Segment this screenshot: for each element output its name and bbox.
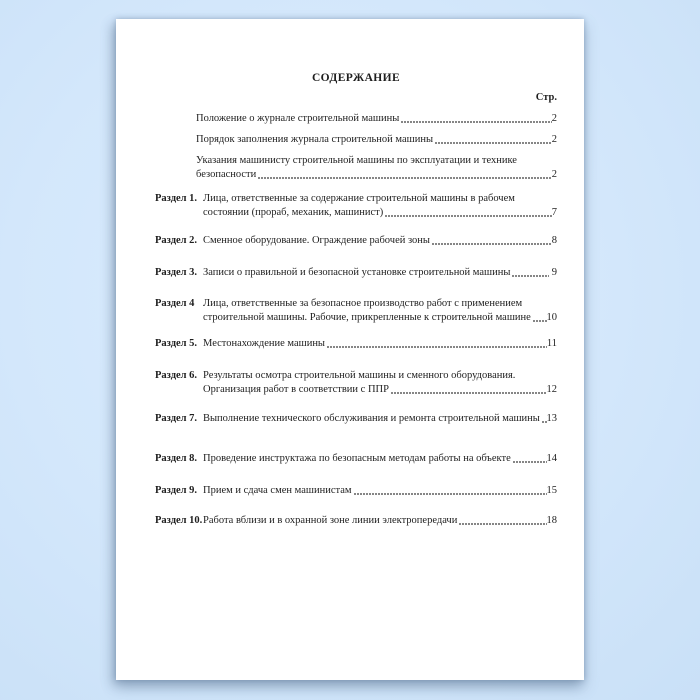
dot-leader xyxy=(533,319,547,323)
toc-entry-text: Работа вблизи и в охранной зоне линии электропередачи xyxy=(203,515,458,526)
toc-item xyxy=(196,133,557,147)
toc-item-content xyxy=(203,234,557,248)
toc-item-content xyxy=(196,133,557,147)
toc-entry-lastline xyxy=(203,311,557,325)
dot-leader xyxy=(435,141,552,145)
toc-section-label: Раздел 9. xyxy=(155,485,198,496)
toc-entry-text: Результаты осмотра строительной машины и сменного оборудования. xyxy=(203,370,516,381)
toc-item xyxy=(155,192,557,220)
toc-entry-lastline xyxy=(203,337,557,351)
toc-section-label: Раздел 7. xyxy=(155,413,198,424)
page-number: 2 xyxy=(551,113,557,124)
toc-entry-text: безопасности xyxy=(196,169,257,180)
toc-section-label: Раздел 4 xyxy=(155,298,195,309)
toc-section-label: Раздел 5. xyxy=(155,338,198,349)
toc-item-content xyxy=(203,412,557,426)
toc-section-label: Раздел 10. xyxy=(155,515,203,526)
toc-entry-text: Выполнение технического обслуживания и ремонта строительной машины xyxy=(203,413,540,424)
toc-item xyxy=(155,484,557,498)
page-number: 11 xyxy=(546,338,557,349)
toc-item-content xyxy=(203,337,557,351)
page-number: 2 xyxy=(551,134,557,145)
document-page xyxy=(116,19,584,680)
dot-leader xyxy=(385,214,552,218)
page-number: 2 xyxy=(551,169,557,180)
toc-entry-text: Записи о правильной и безопасной установке строительной машины xyxy=(203,267,511,278)
dot-leader xyxy=(432,242,552,246)
toc-item xyxy=(196,154,557,182)
toc-item xyxy=(155,234,557,248)
toc-item xyxy=(196,112,557,126)
toc-entry-lastline xyxy=(203,514,557,528)
page-number: 13 xyxy=(546,413,557,424)
toc-entry-text: Порядок заполнения журнала строительной машины xyxy=(196,134,433,145)
toc-entry-lastline xyxy=(203,452,557,466)
dot-leader xyxy=(354,492,547,496)
toc-entry-text: Проведение инструктажа по безопасным методам работы на объекте xyxy=(203,453,511,464)
toc-entry-lastline xyxy=(196,168,557,182)
toc-entry-lastline xyxy=(196,112,557,126)
toc-item xyxy=(155,514,557,528)
page-number: 10 xyxy=(546,312,557,323)
toc-sections xyxy=(155,192,557,528)
page-number: 18 xyxy=(546,515,557,526)
toc-entry-text: Положение о журнале строительной машины xyxy=(196,113,400,124)
toc-entry-text: Организация работ в соответствии с ППР xyxy=(203,384,389,395)
toc-item-content xyxy=(203,266,557,280)
page-number: 12 xyxy=(546,384,557,395)
page-number: 14 xyxy=(546,453,557,464)
toc-section-label: Раздел 2. xyxy=(155,235,198,246)
toc-item xyxy=(155,452,557,466)
toc-entry-lastline xyxy=(203,383,557,397)
page-number: 15 xyxy=(546,485,557,496)
toc-entry-lastline xyxy=(203,484,557,498)
toc-entry-text: Указания машинисту строительной машины по эксплуатации и технике xyxy=(196,155,517,166)
dot-leader xyxy=(258,176,551,180)
toc-item-content xyxy=(196,154,557,182)
toc-section-label: Раздел 8. xyxy=(155,453,198,464)
toc-item-content xyxy=(203,192,557,220)
toc-entry-text: Сменное оборудование. Ограждение рабочей зоны xyxy=(203,235,430,246)
toc-section-label: Раздел 6. xyxy=(155,370,198,381)
toc-entry-lastline xyxy=(196,133,557,147)
page-number: 9 xyxy=(549,267,557,278)
page-number: 8 xyxy=(551,235,557,246)
toc-item-content xyxy=(203,452,557,466)
toc-item-content xyxy=(203,514,557,528)
toc-item xyxy=(155,266,557,280)
toc-section-label: Раздел 1. xyxy=(155,193,198,204)
toc-item-content xyxy=(196,112,557,126)
toc-entry-lastline xyxy=(203,234,557,248)
toc-section-label: Раздел 3. xyxy=(155,267,198,278)
toc-item-content xyxy=(203,297,557,325)
dot-leader xyxy=(513,460,547,464)
dot-leader xyxy=(327,345,547,349)
toc-item-content xyxy=(203,369,557,397)
toc-entry-text: Лица, ответственные за безопасное производство работ с применением xyxy=(203,298,523,309)
page-title: СОДЕРЖАНИЕ xyxy=(311,72,401,84)
toc-entry-lastline xyxy=(203,266,557,280)
toc-entry-text: Местонахождение машины xyxy=(203,338,325,349)
toc-entry-text: строительной машины. Рабочие, прикрепленные к строительной машине xyxy=(203,312,531,323)
toc-item-content xyxy=(203,484,557,498)
page-number: 7 xyxy=(551,207,557,218)
toc-item xyxy=(155,412,557,426)
toc-entries xyxy=(196,112,557,182)
toc-entry-text: Прием и сдача смен машинистам xyxy=(203,485,352,496)
page-column-header: Стр. xyxy=(535,92,557,103)
dot-leader xyxy=(459,522,546,526)
dot-leader xyxy=(391,391,547,395)
toc-item xyxy=(155,337,557,351)
toc-entry-lastline xyxy=(203,412,557,426)
toc-entry-lastline xyxy=(203,206,557,220)
dot-leader xyxy=(512,274,549,278)
toc-entry-text: состоянии (прораб, механик, машинист) xyxy=(203,207,384,218)
toc-item xyxy=(155,297,557,325)
toc-entry-text: Лица, ответственные за содержание строительной машины в рабочем xyxy=(203,193,515,204)
toc-item xyxy=(155,369,557,397)
dot-leader xyxy=(401,120,552,124)
